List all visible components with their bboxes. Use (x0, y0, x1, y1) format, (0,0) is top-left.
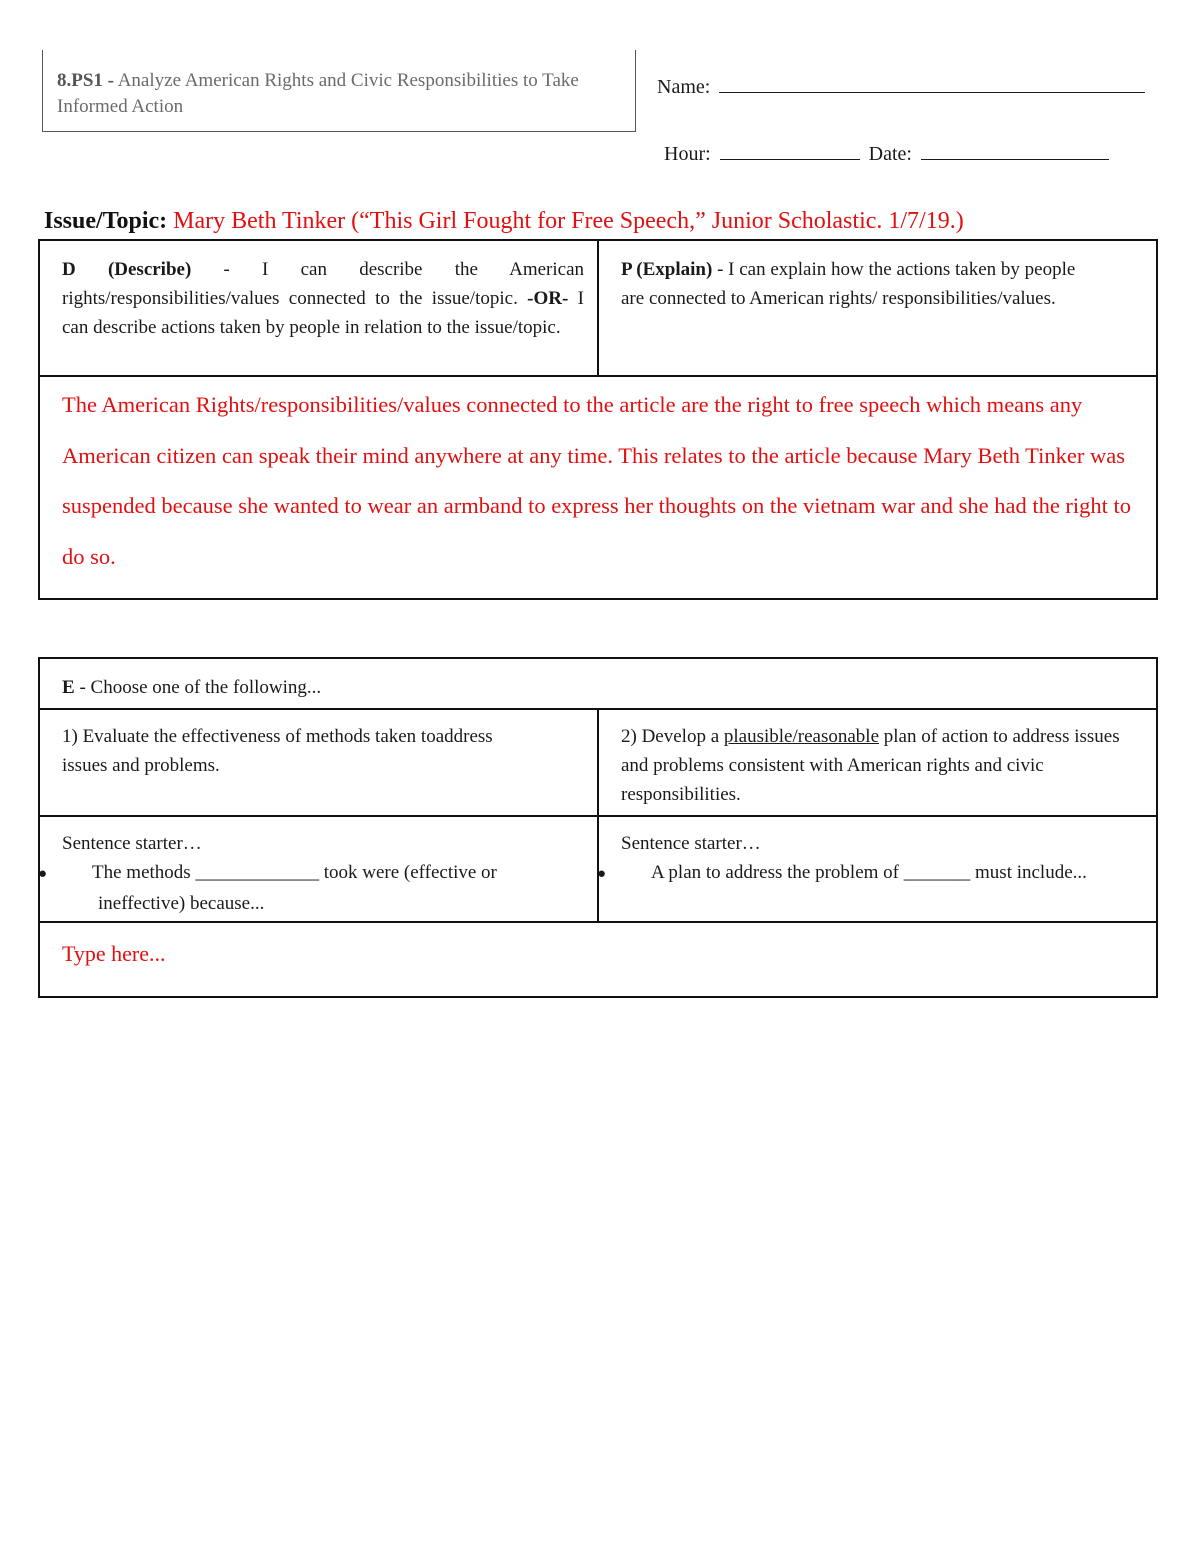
column-divider (597, 708, 599, 923)
row-divider (40, 375, 1156, 377)
evaluate-table (38, 657, 1158, 998)
starter-2-item (597, 858, 1121, 889)
e-header-cell (62, 673, 1062, 702)
e-answer-input[interactable]: Type here... (62, 941, 166, 966)
column-divider (597, 241, 599, 377)
explain-text: - I can explain how the actions taken by people are connected to American rights/ responsibilities/values. (621, 259, 1076, 309)
starter-1-cell (38, 829, 562, 918)
starter-2-pre: A plan to address the problem of (651, 862, 904, 883)
starter-1-label: Sentence starter… (62, 833, 202, 854)
starter-1-blank: _____________ (195, 862, 319, 883)
explain-cell (621, 255, 1101, 313)
name-blank[interactable] (719, 74, 1145, 93)
issue-label: Issue/Topic: (44, 208, 168, 234)
describe-text-1: - I can describe the American rights/responsibilities/values connected to the issue/topic. (62, 259, 584, 309)
standard-text: Analyze American Rights and Civic Responsibilities to Take Informed Action (57, 70, 579, 117)
e-text: - Choose one of the following... (74, 677, 322, 698)
standard-box (42, 50, 636, 132)
bullet-icon: ● (38, 866, 48, 882)
standard-code: 8.PS1 - (57, 70, 114, 91)
describe-text-2: I can describe actions taken by people in relation to the issue/topic. (62, 288, 584, 338)
option-2-post: plan of action to address issues and problems consistent with American rights and civic responsibilities. (621, 726, 1120, 805)
bullet-icon: ● (597, 866, 607, 882)
issue-value: Mary Beth Tinker (“This Girl Fought for Free Speech,” Junior Scholastic. 1/7/19.) (173, 208, 964, 234)
name-field[interactable] (657, 74, 1145, 99)
describe-or: -OR- (527, 288, 569, 309)
starter-2-post: must include... (970, 862, 1087, 883)
issue-topic (44, 208, 964, 235)
describe-cell (62, 255, 584, 342)
starter-1-pre: The methods (92, 862, 196, 883)
starter-1-post: took were (effective or ineffective) because... (98, 862, 497, 914)
starter-1-item (38, 858, 562, 918)
option-2-underlined: plausible/reasonable (723, 726, 879, 747)
option-1-cell: 1) Evaluate the effectiveness of methods taken toaddress issues and problems. (62, 726, 493, 776)
option-2-cell (621, 722, 1121, 809)
hour-date-row (664, 141, 1109, 166)
date-blank[interactable] (921, 141, 1109, 160)
describe-title: D (Describe) (62, 259, 192, 280)
name-label: Name: (657, 76, 711, 98)
starter-2-blank: _______ (903, 862, 971, 883)
starter-2-label: Sentence starter… (621, 833, 761, 854)
hour-label: Hour: (664, 143, 711, 165)
e-title: E (62, 677, 75, 698)
date-label: Date: (868, 143, 912, 165)
describe-explain-table (38, 239, 1158, 600)
explain-title: P (Explain) (621, 259, 713, 280)
dp-answer-text[interactable]: The American Rights/responsibilities/values connected to the article are the right to free speech which means any American citizen can speak their mind anywhere at any time. This relates to the article because Mary Beth Tinker was suspended because she wanted to wear an armband to express her thoughts on the vietnam war and she had the right to do so. (62, 392, 1132, 569)
starter-2-cell (597, 829, 1121, 889)
hour-blank[interactable] (720, 141, 860, 160)
option-2-pre: 2) Develop a (621, 726, 724, 747)
